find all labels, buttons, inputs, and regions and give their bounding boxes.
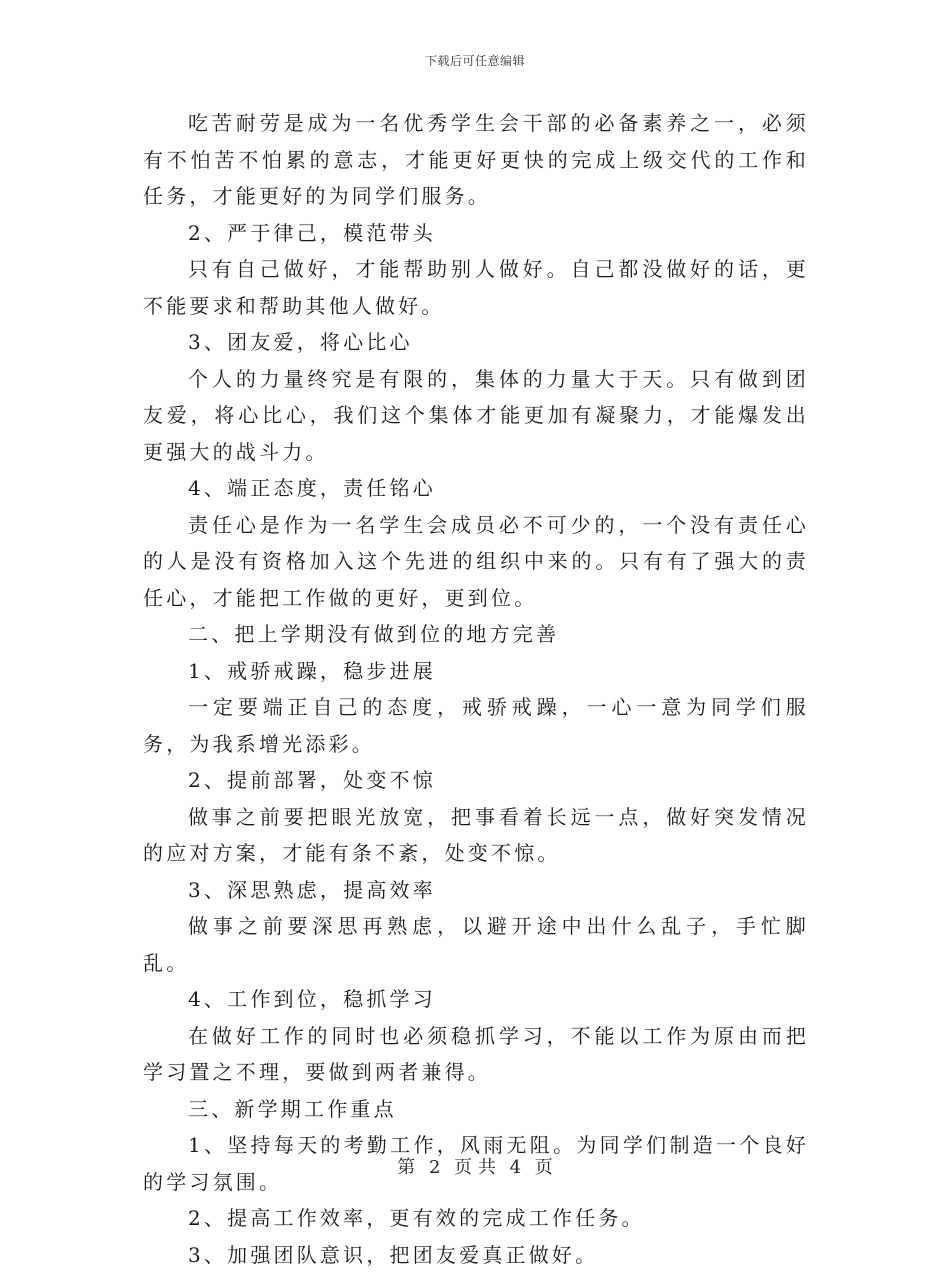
paragraph: 责任心是作为一名学生会成员必不可少的，一个没有责任心的人是没有资格加入这个先进的组织中来的。只有有了强大的责任心，才能把工作做的更好，更到位。 (143, 507, 809, 617)
page-label-prefix: 第 (397, 1157, 415, 1178)
page-label-mid: 页 共 (454, 1157, 496, 1178)
paragraph: 做事之前要把眼光放宽，把事看着长远一点，做好突发情况的应对方案，才能有条不紊，处变不惊。 (143, 799, 809, 872)
page-header: 下载后可任意编辑 (0, 52, 950, 69)
paragraph: 只有自己做好，才能帮助别人做好。自己都没做好的话，更不能要求和帮助其他人做好。 (143, 251, 809, 324)
page-footer (0, 1153, 950, 1179)
chapter-heading: 二、把上学期没有做到位的地方完善 (143, 616, 809, 653)
section-heading: 3、团友爱，将心比心 (143, 324, 809, 361)
list-item: 1、坚持每天的考勤工作，风雨无阻。为同学们制造一个良好的学习氛围。 (143, 1127, 809, 1200)
section-heading: 4、端正态度，责任铭心 (143, 470, 809, 507)
paragraph: 个人的力量终究是有限的，集体的力量大于天。只有做到团友爱，将心比心，我们这个集体才能更加有凝聚力，才能爆发出更强大的战斗力。 (143, 361, 809, 471)
section-heading: 2、严于律己，模范带头 (143, 215, 809, 252)
paragraph: 吃苦耐劳是成为一名优秀学生会干部的必备素养之一，必须有不怕苦不怕累的意志，才能更好更快的完成上级交代的工作和任务，才能更好的为同学们服务。 (143, 105, 809, 215)
list-item: 2、提高工作效率，更有效的完成工作任务。 (143, 1200, 809, 1237)
page-label-suffix: 页 (535, 1157, 553, 1178)
total-pages-number: 4 (510, 1157, 521, 1178)
section-heading: 3、深思熟虑，提高效率 (143, 872, 809, 909)
chapter-heading: 三、新学期工作重点 (143, 1091, 809, 1128)
section-heading: 1、戒骄戒躁，稳步进展 (143, 653, 809, 690)
paragraph: 做事之前要深思再熟虑，以避开途中出什么乱子，手忙脚乱。 (143, 908, 809, 981)
list-item: 3、加强团队意识，把团友爱真正做好。 (143, 1237, 809, 1273)
current-page-number: 2 (429, 1157, 440, 1178)
paragraph: 在做好工作的同时也必须稳抓学习，不能以工作为原由而把学习置之不理，要做到两者兼得。 (143, 1018, 809, 1091)
paragraph: 一定要端正自己的态度，戒骄戒躁，一心一意为同学们服务，为我系增光添彩。 (143, 689, 809, 762)
section-heading: 4、工作到位，稳抓学习 (143, 981, 809, 1018)
document-body (143, 105, 809, 1273)
section-heading: 2、提前部署，处变不惊 (143, 762, 809, 799)
